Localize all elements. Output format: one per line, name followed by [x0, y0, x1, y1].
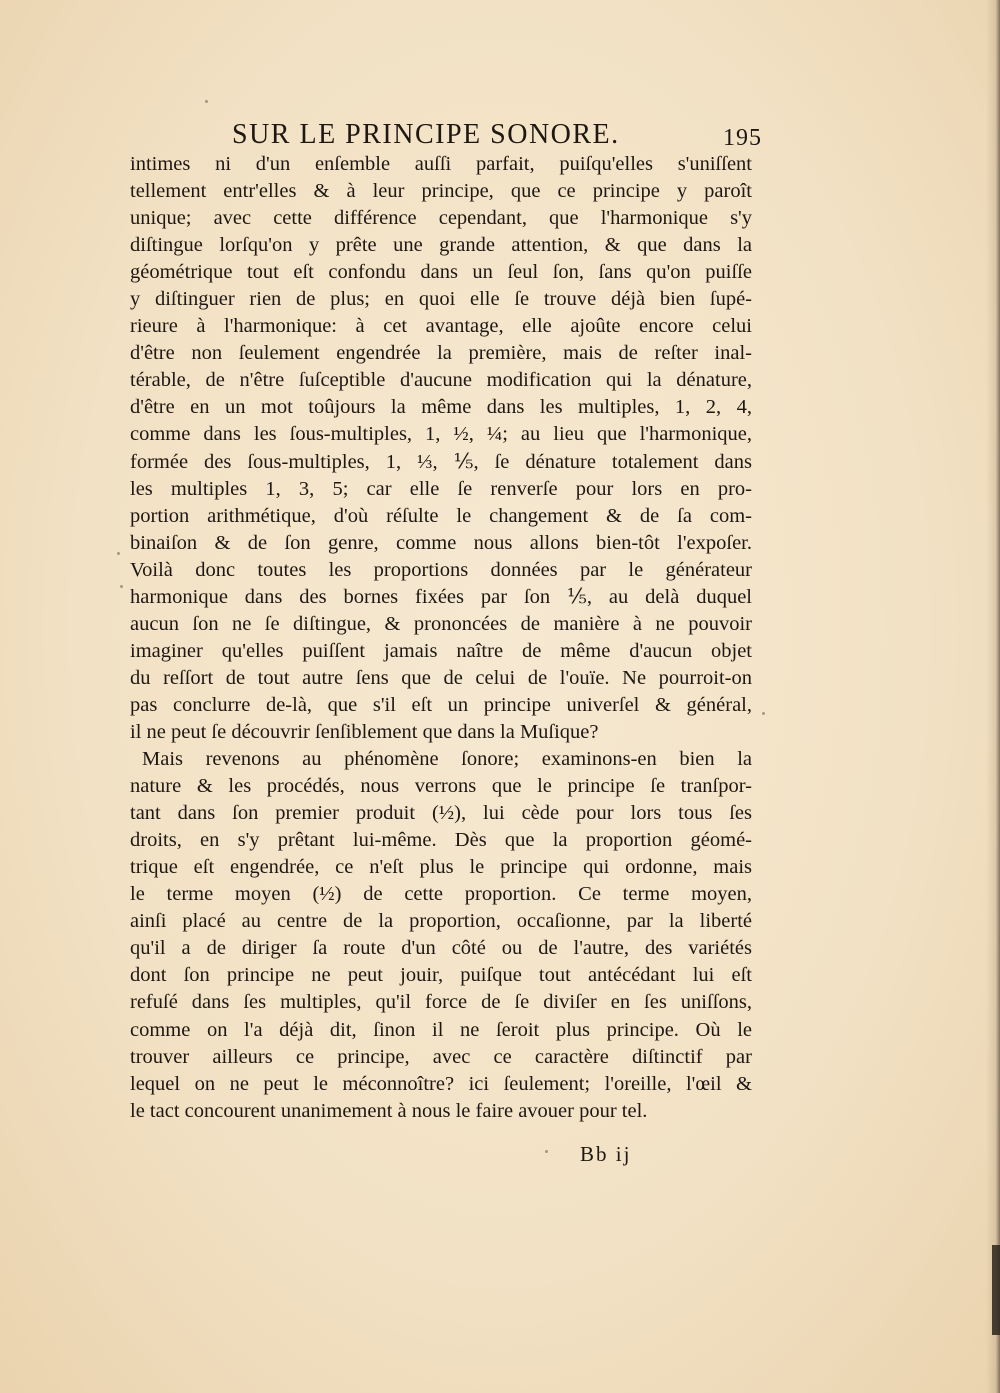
text-line: le terme moyen (½) de cette proportion. Ce terme moyen,: [130, 883, 752, 906]
text-line: binaiſon & de ſon genre, comme nous allons bien-tôt l'expoſer.: [130, 531, 752, 554]
text-line: du reſſort de tout autre ſens que de celui de l'ouïe. Ne pourroit-on: [130, 666, 752, 689]
text-line: harmonique dans des bornes fixées par ſon ⅕, au delà duquel: [130, 585, 752, 608]
text-line: tellement entr'elles & à leur principe, que ce principe y paroît: [130, 180, 752, 203]
text-line: comme dans les ſous-multiples, 1, ½, ¼; au lieu que l'harmonique,: [130, 423, 752, 446]
text-line: les multiples 1, 3, 5; car elle ſe renverſe pour lors en pro-: [130, 477, 752, 500]
signature-mark: Bb ij: [580, 1142, 632, 1166]
text-line: il ne peut ſe découvrir ſenſiblement que dans la Muſique?: [130, 720, 599, 743]
text-line: aucun ſon ne ſe diſtingue, & prononcées de manière à ne pouvoir: [130, 612, 752, 635]
paper-speck: [545, 1150, 548, 1153]
paper-speck: [120, 585, 123, 588]
text-line: dont ſon principe ne peut jouir, puiſque tout antécédant lui eſt: [130, 964, 752, 987]
text-line: d'être non ſeulement engendrée la première, mais de reſter inal-: [130, 342, 752, 365]
page-edge-dark-mark: [992, 1245, 1000, 1335]
paper-speck: [117, 552, 120, 555]
text-line: diſtingue lorſqu'on y prête une grande attention, & que dans la: [130, 234, 752, 257]
text-line: trouver ailleurs ce principe, avec ce caractère diſtinctif par: [130, 1045, 752, 1068]
text-line: imaginer qu'elles puiſſent jamais naître de même d'aucun objet: [130, 639, 752, 662]
text-line: tant dans ſon premier produit (½), lui cède pour lors tous ſes: [130, 802, 752, 825]
paper-speck: [762, 712, 765, 715]
text-line: formée des ſous-multiples, 1, ⅓, ⅕, ſe dénature totalement dans: [130, 450, 752, 473]
text-line: d'être en un mot toûjours la même dans les multiples, 1, 2, 4,: [130, 396, 752, 419]
text-line: rieure à l'harmonique: à cet avantage, elle ajoûte encore celui: [130, 315, 752, 338]
text-line: ainſi placé au centre de la proportion, occaſionne, par la liberté: [130, 910, 752, 933]
body-text: [130, 151, 752, 1125]
text-line: lequel on ne peut le méconnoître? ici ſeulement; l'oreille, l'œil &: [130, 1072, 752, 1095]
text-line: Voilà donc toutes les proportions données par le générateur: [130, 558, 752, 581]
text-line: droits, en s'y prêtant lui-même. Dès que la proportion géomé-: [130, 829, 752, 852]
text-line: intimes ni d'un enſemble auſſi parfait, puiſqu'elles s'uniſſent: [130, 153, 752, 175]
text-line: comme on l'a déjà dit, ſinon il ne ſeroit plus principe. Où le: [130, 1018, 752, 1041]
page-edge-shadow: [986, 0, 1000, 1393]
page-number: 195: [723, 125, 762, 151]
text-line: térable, de n'être ſuſceptible d'aucune modification qui la dénature,: [130, 369, 752, 392]
text-line: trique eſt engendrée, ce n'eſt plus le principe qui ordonne, mais: [130, 856, 752, 879]
text-line: pas conclurre de-là, que s'il eſt un principe univerſel & général,: [130, 693, 752, 716]
text-line: géométrique tout eſt confondu dans un ſeul ſon, ſans qu'on puiſſe: [130, 261, 752, 284]
text-line: nature & les procédés, nous verrons que le principe ſe tranſpor-: [130, 775, 752, 798]
text-line: qu'il a de diriger ſa route d'un côté ou de l'autre, des variétés: [130, 937, 752, 960]
text-line: portion arithmétique, d'où réſulte le changement & de ſa com-: [130, 504, 752, 527]
text-line: y diſtinguer rien de plus; en quoi elle ſe trouve déjà bien ſupé-: [130, 288, 752, 311]
running-title: SUR LE PRINCIPE SONORE.: [232, 119, 620, 150]
paper-speck: [205, 100, 208, 103]
text-line: Mais revenons au phénomène ſonore; examinons-en bien la: [142, 748, 752, 771]
text-line: le tact concourent unanimement à nous le faire avouer pour tel.: [130, 1099, 648, 1122]
text-line: unique; avec cette différence cependant, que l'harmonique s'y: [130, 207, 752, 230]
text-line: refuſé dans ſes multiples, qu'il force de ſe diviſer en ſes uniſſons,: [130, 991, 752, 1014]
page-header: [232, 116, 762, 154]
